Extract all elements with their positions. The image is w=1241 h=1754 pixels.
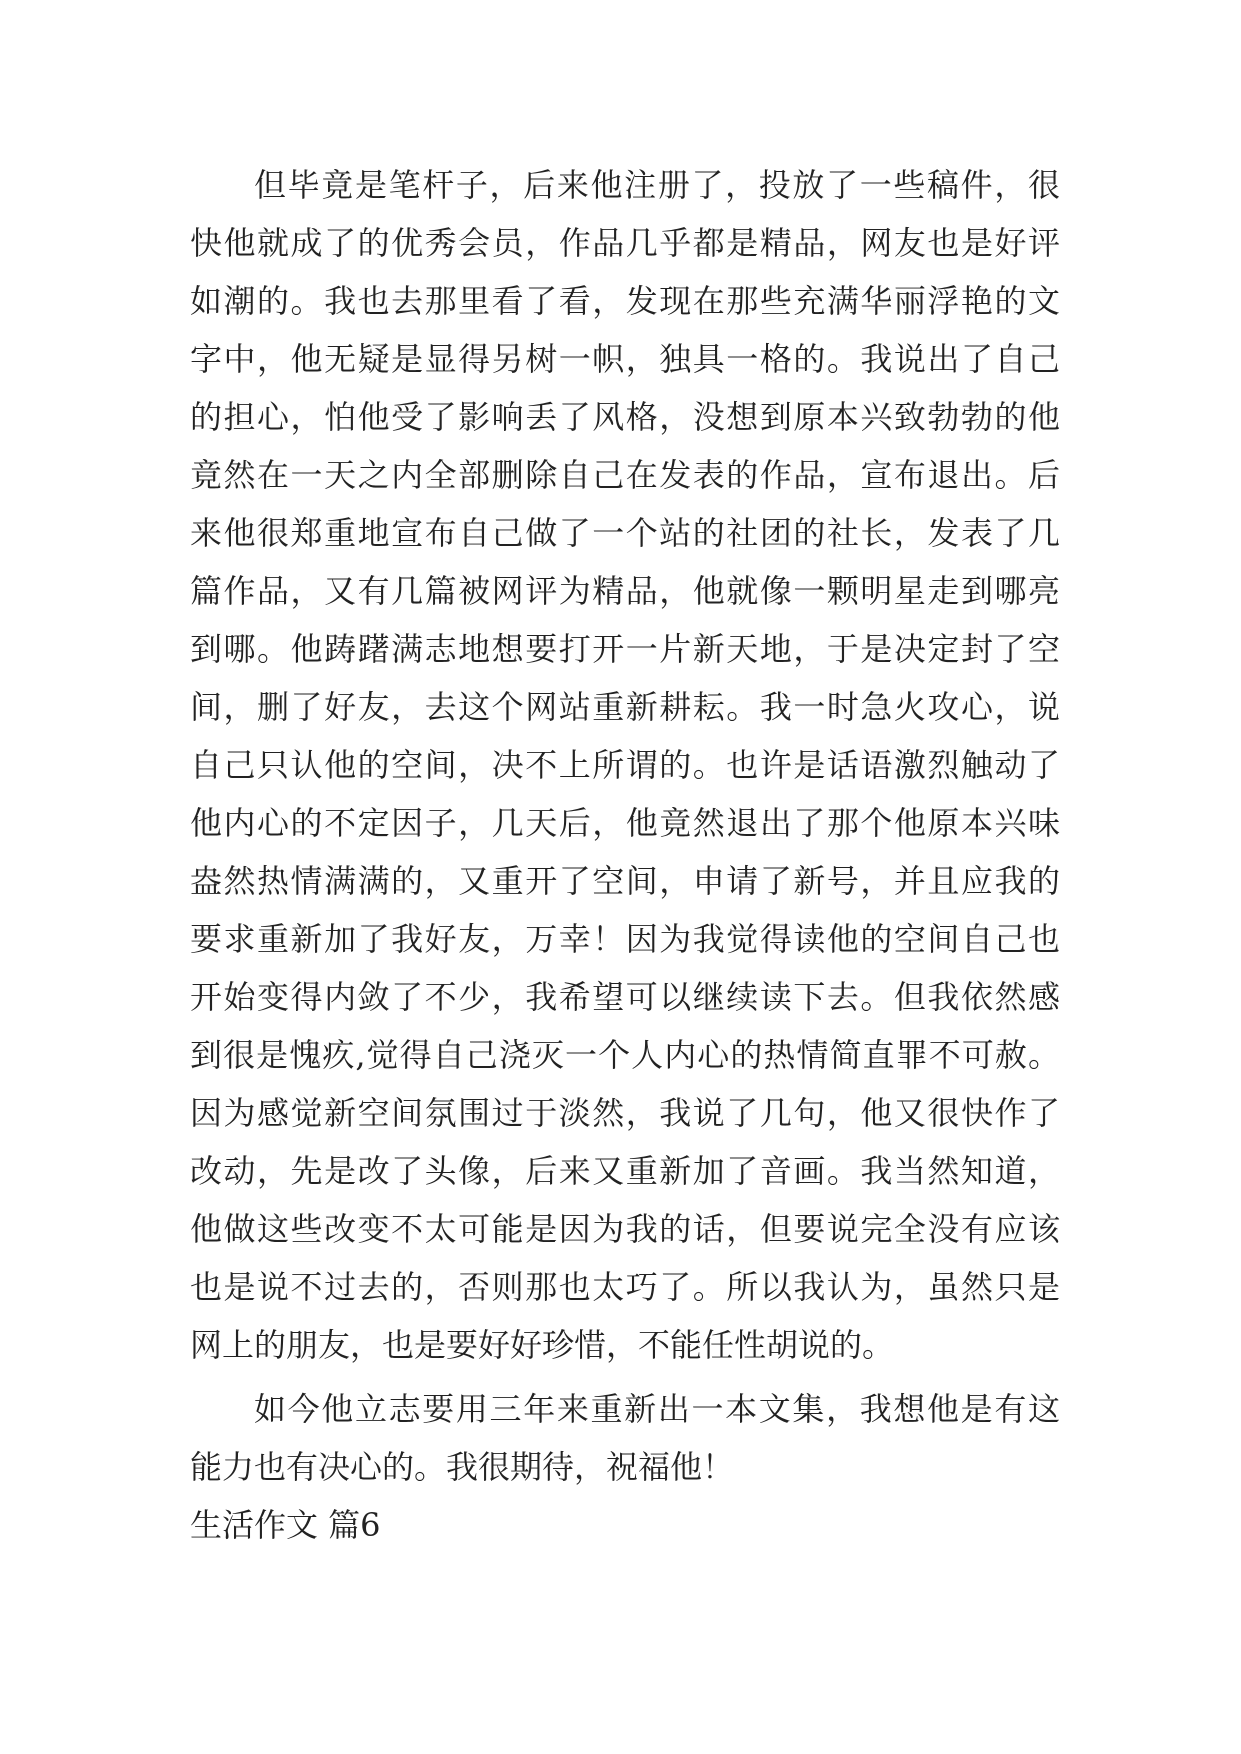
paragraph-line: 改动，先是改了头像，后来又重新加了音画。我当然知道，	[190, 1152, 1060, 1190]
paragraph-line: 自己只认他的空间，决不上所谓的。也许是话语激烈触动了	[190, 746, 1060, 784]
paragraph-1	[190, 156, 1060, 1374]
paragraph-line: 竟然在一天之内全部删除自己在发表的作品，宣布退出。后	[190, 456, 1060, 494]
paragraph-line: 开始变得内敛了不少，我希望可以继续读下去。但我依然感	[190, 978, 1060, 1016]
paragraph-line: 也是说不过去的，否则那也太巧了。所以我认为，虽然只是	[190, 1268, 1060, 1306]
section-heading: 生活作文 篇6	[190, 1506, 381, 1544]
paragraph-line: 网上的朋友，也是要好好珍惜，不能任性胡说的。	[190, 1326, 895, 1364]
paragraph-line: 能力也有决心的。我很期待，祝福他！	[190, 1448, 735, 1486]
paragraph-line: 字中，他无疑是显得另树一帜，独具一格的。我说出了自己	[190, 340, 1060, 378]
paragraph-line: 篇作品，又有几篇被网评为精品，他就像一颗明星走到哪亮	[190, 572, 1060, 610]
paragraph-line: 如今他立志要用三年来重新出一本文集，我想他是有这	[254, 1390, 1060, 1428]
paragraph-line: 他内心的不定因子，几天后，他竟然退出了那个他原本兴味	[190, 804, 1060, 842]
paragraph-line: 但毕竟是笔杆子，后来他注册了，投放了一些稿件，很	[254, 166, 1060, 204]
paragraph-line: 盎然热情满满的，又重开了空间，申请了新号，并且应我的	[190, 862, 1060, 900]
paragraph-line: 快他就成了的优秀会员，作品几乎都是精品，网友也是好评	[190, 224, 1060, 262]
paragraph-line: 如潮的。我也去那里看了看，发现在那些充满华丽浮艳的文	[190, 282, 1060, 320]
paragraph-line: 因为感觉新空间氛围过于淡然，我说了几句，他又很快作了	[190, 1094, 1060, 1132]
paragraph-line: 到很是愧疚,觉得自己浇灭一个人内心的热情简直罪不可赦。	[190, 1036, 1060, 1074]
paragraph-2	[190, 1380, 1060, 1496]
document-body	[190, 156, 1060, 1554]
paragraph-line: 他做这些改变不太可能是因为我的话，但要说完全没有应该	[190, 1210, 1060, 1248]
paragraph-line: 到哪。他踌躇满志地想要打开一片新天地，于是决定封了空	[190, 630, 1060, 668]
paragraph-line: 要求重新加了我好友，万幸！因为我觉得读他的空间自己也	[190, 920, 1060, 958]
paragraph-line: 来他很郑重地宣布自己做了一个站的社团的社长，发表了几	[190, 514, 1060, 552]
paragraph-line: 的担心，怕他受了影响丢了风格，没想到原本兴致勃勃的他	[190, 398, 1060, 436]
paragraph-line: 间，删了好友，去这个网站重新耕耘。我一时急火攻心，说	[190, 688, 1060, 726]
